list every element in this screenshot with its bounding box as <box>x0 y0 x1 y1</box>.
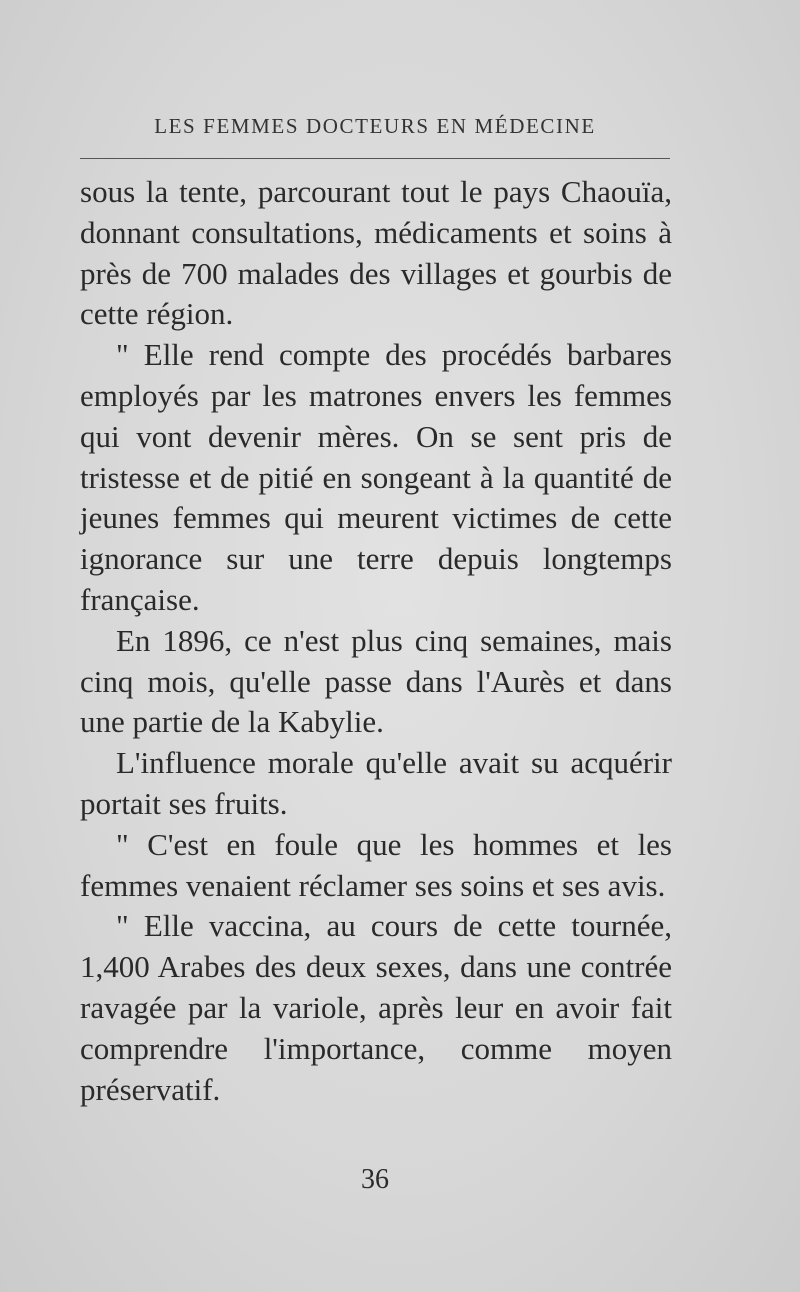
paragraph: En 1896, ce n'est plus cinq semaines, mais cinq mois, qu'elle passe dans l'Aurès et dans une partie de la Kabylie. <box>80 622 672 740</box>
paragraph: " Elle vaccina, au cours de cette tournée, 1,400 Arabes des deux sexes, dans une contrée ravagée par la variole, après leur en avoir fait comprendre l'importance, comme moyen préservatif. <box>80 908 672 1107</box>
paragraph-continued: sous la tente, parcourant tout le pays Chaouïa, donnant consultations, médicaments et soins à près de 700 malades des villages et gourbis de cette région. <box>80 174 672 332</box>
running-header: LES FEMMES DOCTEURS EN MÉDECINE <box>154 114 596 138</box>
page-body <box>80 172 672 1110</box>
paragraph: " Elle rend compte des procédés barbares employés par les matrones envers les femmes qui vont devenir mères. On se sent pris de tristesse et de pitié en songeant à la quantité de jeunes femmes qui meurent victimes de cette ignorance sur une terre depuis longtemps française. <box>80 337 672 617</box>
paragraph: L'influence morale qu'elle avait su acquérir portait ses fruits. <box>80 745 672 821</box>
page-number: 36 <box>361 1164 389 1195</box>
paragraph: " C'est en foule que les hommes et les femmes venaient réclamer ses soins et ses avis. <box>80 826 672 903</box>
header-rule <box>80 158 670 159</box>
